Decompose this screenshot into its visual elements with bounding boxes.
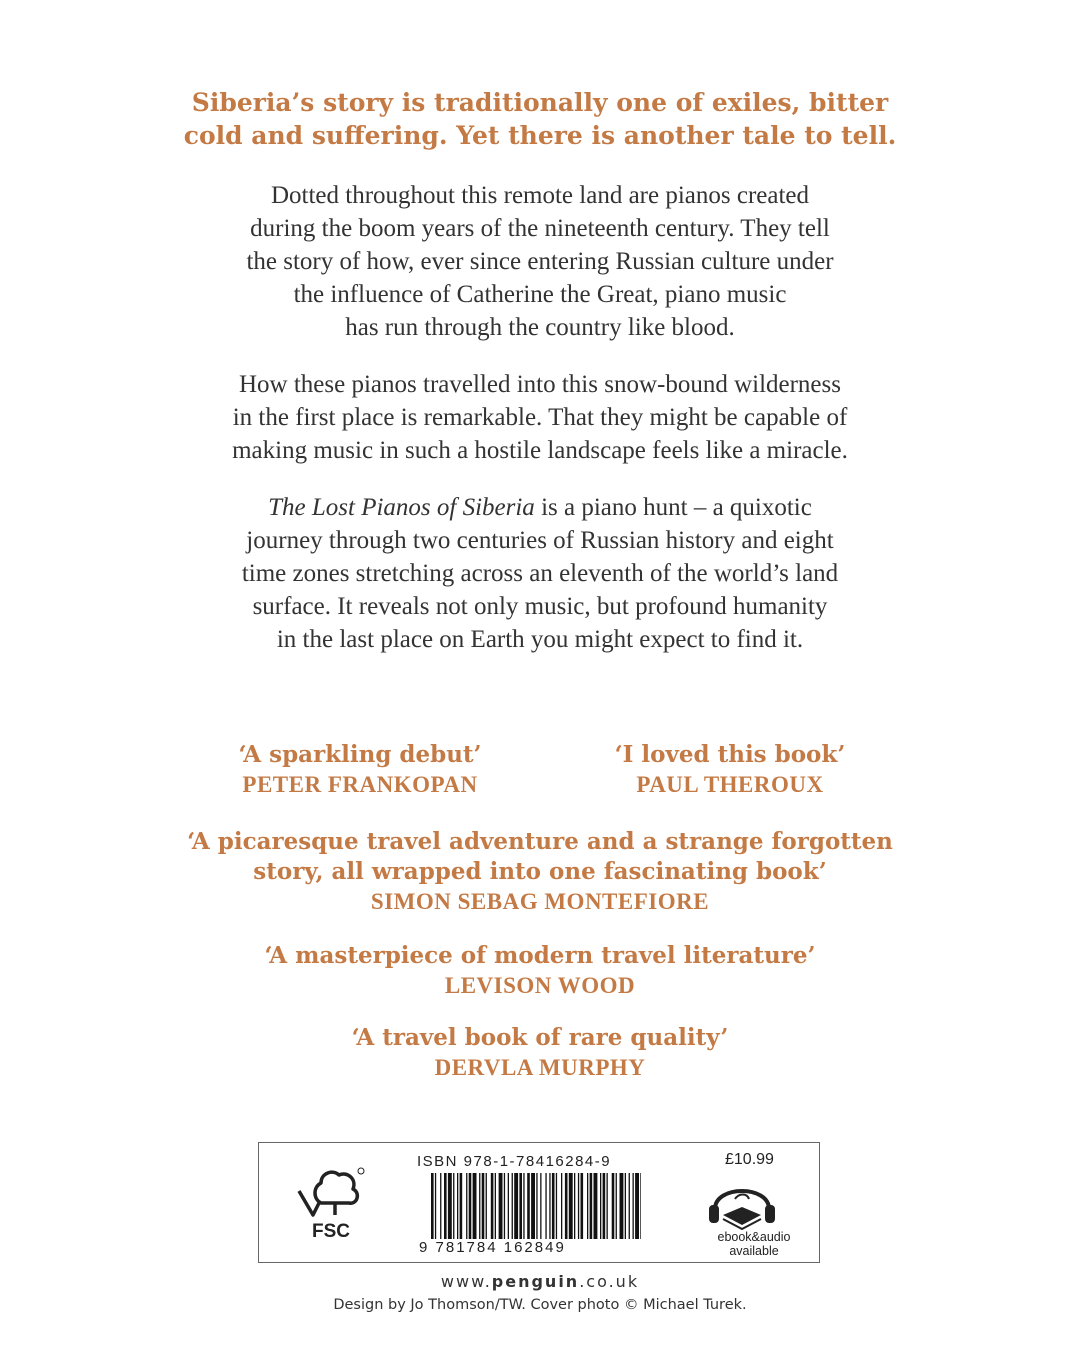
barcode-bar [444,1173,447,1239]
barcode-bar [633,1173,634,1239]
quote-text: story, all wrapped into one fascinating book’ [253,858,827,885]
isbn-panel [258,1142,820,1263]
paragraph-line: the influence of Catherine the Great, piano music [293,281,787,308]
quote-text: ‘I loved this book’ [614,741,846,768]
review-quote [560,740,900,799]
barcode-bar [453,1173,454,1239]
audio-label-line: available [729,1244,779,1258]
barcode-bar [486,1173,487,1239]
barcode-bar [514,1173,518,1239]
paragraph-line: Dotted throughout this remote land are pianos created [270,182,810,209]
website-brand: penguin [491,1272,580,1291]
barcode-bar [469,1173,472,1239]
paragraph-line: during the boom years of the nineteenth century. They tell [250,215,830,242]
barcode-bar [519,1173,522,1239]
barcode-bar [565,1173,568,1239]
publisher-website[interactable] [0,1272,1080,1291]
barcode-digits: 9 781784 162849 [419,1239,566,1256]
barcode-bar [435,1173,436,1239]
headphones-book-icon [705,1175,779,1231]
barcode-bar [482,1173,485,1239]
tagline-line: cold and suffering. Yet there is another tale to tell. [183,121,897,150]
paragraph-line: time zones stretching across an eleventh of the world’s land [241,560,839,587]
barcode-bar [545,1173,546,1239]
tagline [0,86,1080,152]
paragraph-line: journey through two centuries of Russian history and eight [246,527,834,554]
barcode-bar [629,1173,630,1239]
barcode-bar [600,1173,601,1239]
barcode-bar [607,1173,608,1239]
paragraph-line: in the first place is remarkable. That they might be capable of [232,404,848,431]
barcode-bar [504,1173,505,1239]
barcode-bar [590,1173,593,1239]
book-title: The Lost Pianos of Siberia [268,494,535,521]
barcode-bar [448,1173,452,1239]
isbn-number: ISBN 978-1-78416284-9 [417,1153,612,1170]
barcode-bar [556,1173,557,1239]
barcode-bar [540,1173,541,1239]
barcode-bar [635,1173,639,1239]
paragraph-text: is a piano hunt – a quixotic [534,494,812,521]
quote-author: PAUL THEROUX [636,772,824,797]
quote-text: ‘A picaresque travel adventure and a strange forgotten [187,828,893,855]
paragraph-line: in the last place on Earth you might expect to find it. [276,626,804,653]
barcode-bar [457,1173,458,1239]
barcode-bar [499,1173,503,1239]
review-quote [0,827,1080,916]
description-paragraph-2 [0,368,1080,467]
barcode-bar [552,1173,555,1239]
barcode-bar [594,1173,598,1239]
barcode-bar [640,1173,641,1239]
barcode-bar [603,1173,606,1239]
paragraph-line: has run through the country like blood. [345,314,735,341]
barcode-bar [479,1173,480,1239]
paragraph-line: making music in such a hostile landscape feels like a miracle. [232,437,848,464]
review-quote [0,941,1080,1000]
fsc-logo [291,1163,371,1249]
review-quote [0,1023,1080,1082]
barcode-bar [536,1173,537,1239]
audio-label-line: ebook&audio [717,1230,791,1244]
paragraph-line: How these pianos travelled into this snow-bound wilderness [239,371,841,398]
barcode-bar [581,1173,584,1239]
barcode-bar [491,1173,494,1239]
barcode [431,1173,641,1245]
barcode-bar [460,1173,463,1239]
website-suffix: .co.uk [579,1272,640,1291]
quote-author: PETER FRANKOPAN [242,772,478,797]
barcode-bar [612,1173,615,1239]
design-credits: Design by Jo Thomson/TW. Cover photo © Michael Turek. [333,1297,747,1313]
barcode-bar [527,1173,530,1239]
quote-author: DERVLA MURPHY [434,1055,646,1080]
fsc-label: FSC [312,1221,350,1242]
tagline-line: Siberia’s story is traditionally one of exiles, bitter [191,88,889,117]
barcode-bar [512,1173,513,1239]
paragraph-line [0,491,1080,524]
barcode-bar [508,1173,509,1239]
audio-availability [689,1230,819,1258]
quote-text: ‘A masterpiece of modern travel literature’ [264,942,816,969]
quote-author: SIMON SEBAG MONTEFIORE [370,889,710,914]
description-paragraph-1 [0,179,1080,344]
barcode-bar [587,1173,588,1239]
review-quote [170,740,550,799]
barcode-bar [495,1173,496,1239]
website-prefix: www. [440,1272,492,1291]
barcode-bar [431,1173,434,1239]
barcode-bar [625,1173,626,1239]
barcode-bar [616,1173,617,1239]
barcode-bar [549,1173,550,1239]
barcode-bar [531,1173,535,1239]
fsc-tree-icon [291,1163,371,1221]
quote-author: LEVISON WOOD [444,973,636,998]
barcode-bar [473,1173,477,1239]
price: £10.99 [725,1151,774,1168]
paragraph-line: the story of how, ever since entering Russian culture under [246,248,834,275]
barcode-bar [561,1173,562,1239]
barcode-bar [440,1173,441,1239]
barcode-bar [466,1173,467,1239]
paragraph-line: surface. It reveals not only music, but profound humanity [252,593,828,620]
quote-text: ‘A sparkling debut’ [238,741,482,768]
barcode-bar [574,1173,575,1239]
quote-text: ‘A travel book of rare quality’ [351,1024,729,1051]
barcode-bar [569,1173,573,1239]
barcode-bar [578,1173,579,1239]
description-paragraph-3 [0,491,1080,656]
barcode-bar [620,1173,624,1239]
barcode-bar [523,1173,524,1239]
